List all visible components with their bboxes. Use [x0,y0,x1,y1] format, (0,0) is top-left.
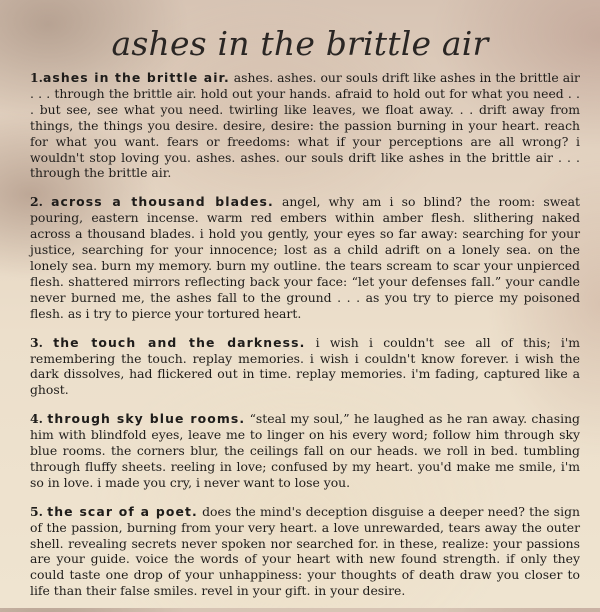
verse-heading: the scar of a poet. [47,503,198,519]
verse-text: does the mind's deception disguise a deeper need? the sign of the passion, burning from your very heart. a love unrewarded, tears away the outer shell. revealing secrets never spoken nor searched for. in these, realize: your passions are your guide. voice the words of your heart with new found strength. if only they could taste one drop of your unhappiness: your thoughts of death draw you closer to life than their false smiles. revel in your gift. in your desire. [30,503,580,599]
verse-3 [30,335,580,399]
verses-list [30,70,580,612]
verse-number: 5. [30,503,43,519]
verse-number: 4. [30,411,43,427]
verse-text: i wish i couldn't see all of this; i'm remembering the touch. replay memories. i wish i couldn't know forever. i wish the dark dissolves, had flickered out in time. replay memories. i'm fading, captured like a ghost. [30,334,580,398]
verse-heading: through sky blue rooms. [47,411,246,427]
verse-5 [30,504,580,599]
page-title: ashes in the brittle air [111,24,489,63]
verse-heading: the touch and the darkness. [53,334,306,350]
verse-number: 1. [30,70,43,85]
verse-4 [30,411,580,491]
verse-number: 3. [30,334,43,350]
verse-text: ashes. ashes. our souls drift like ashes in the brittle air . . . through the brittle air. hold out your hands. afraid to hold out for what you need . . . but see, see what you need. twirling like leaves, we float away. . . drift away from things, the things you desire. desire, desire: the passion burning in your heart. reach for what you want. fears or freedoms: what if your perceptions are all wrong? i wouldn't stop loving you. ashes. ashes. our souls drift like ashes in the brittle air . . . through the brittle air. [30,70,580,181]
verse-1 [30,70,580,181]
verse-text: “steal my soul,” he laughed as he ran away. chasing him with blindfold eyes, leave me to linger on his every word; follow him through sky blue rooms. the corners blur, the ceilings fall on our heads. we roll in bed. tumbling through fluffy sheets. reeling in love; confused by my heart. you'd make me smile, i'm so in love. i made you cry, i never want to lose you. [30,411,580,490]
verse-text: angel, why am i so blind? the room: sweat pouring, eastern incense. warm red embers within amber flesh. slithering naked across a thousand blades. i hold you gently, your eyes so far away: searching for your justice, searching for your innocence; lost as a child adrift on a lonely sea. on the lonely sea. burn my memory. burn my outline. the tears scream to scar your unpierced flesh. shattered mirrors reflecting back your face: “let your defenses fall.” your candle never burned me, the ashes fall to the ground . . . as you try to pierce my poisoned flesh. as i try to pierce your tortured heart. [30,194,580,321]
verse-2 [30,194,580,321]
verse-heading: across a thousand blades. [51,194,274,210]
verse-number: 2. [30,194,43,210]
verse-heading: ashes in the brittle air. [42,70,230,85]
